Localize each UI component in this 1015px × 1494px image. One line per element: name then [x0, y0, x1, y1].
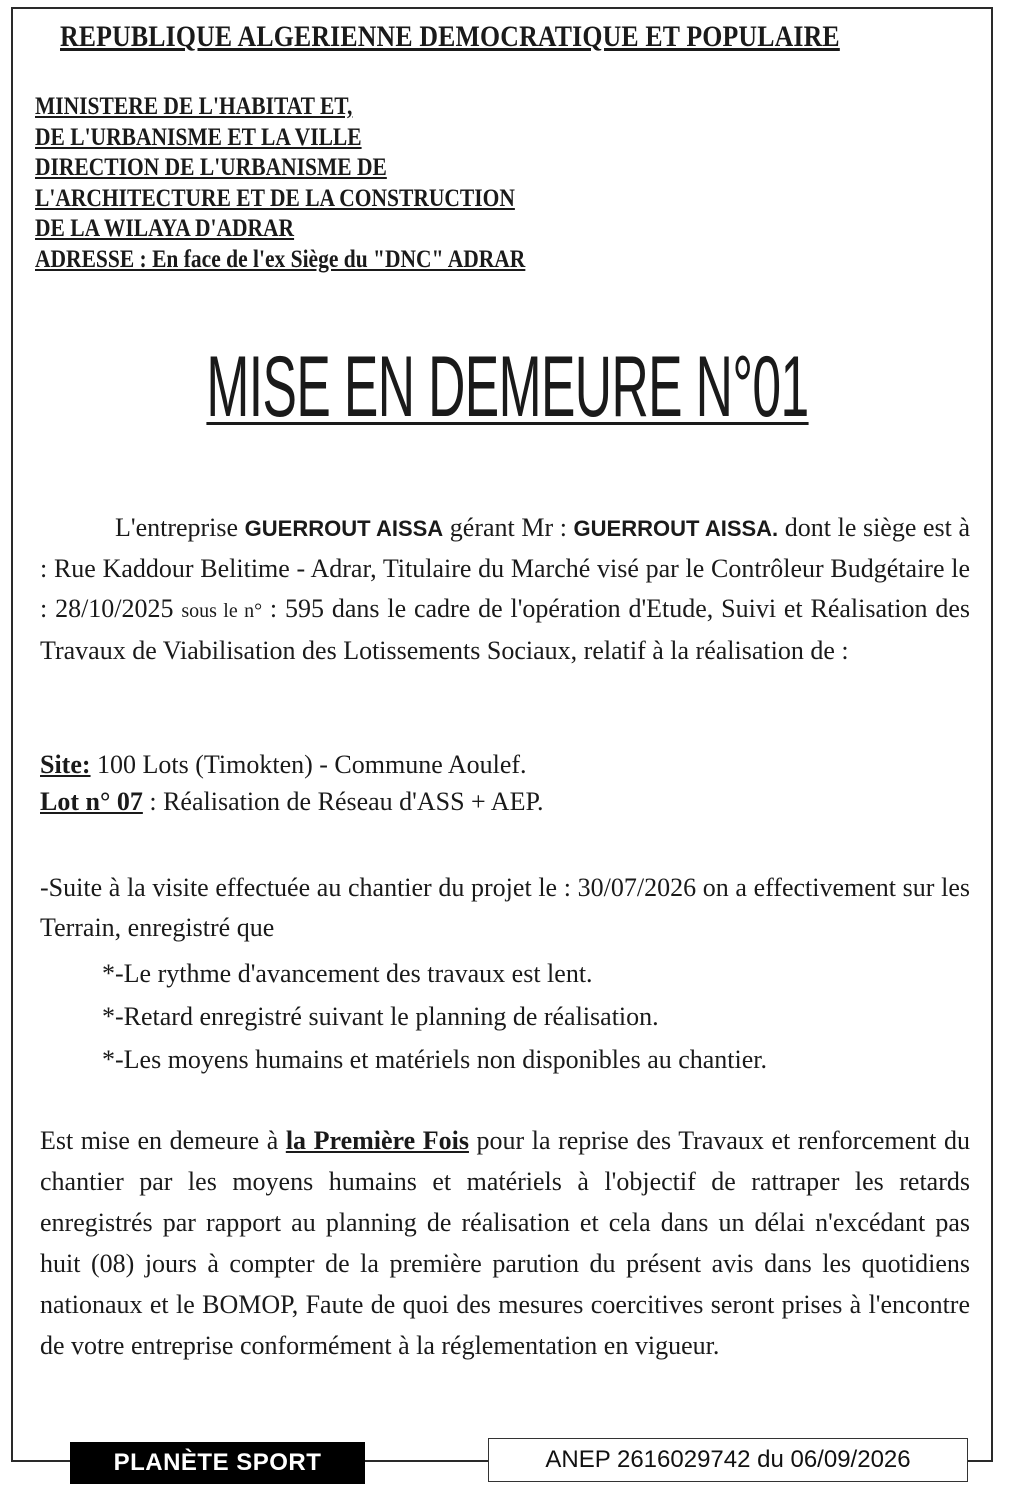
ministry-block [35, 92, 525, 275]
notice-emphasis-text: la Première Fois [285, 1126, 469, 1155]
intro-text-3: dont le siège est à : Rue Kaddour Belitime - Adrar, Titulaire du Marché visé par le Contrôleur Budgétaire le : 28/10/2025 [40, 513, 971, 623]
notice-text-1: Est mise en demeure à [40, 1126, 286, 1155]
anep-reference: ANEP 2616029742 du 06/09/2026 [488, 1438, 968, 1482]
manager-name: GUERROUT AISSA. [573, 516, 779, 541]
ministry-line: DIRECTION DE L'URBANISME DE [35, 154, 387, 181]
findings-list [102, 952, 767, 1081]
ministry-line: MINISTERE DE L'HABITAT ET, [35, 93, 353, 120]
intro-text-1: L'entreprise [115, 513, 245, 542]
ministry-line: DE LA WILAYA D'ADRAR [35, 215, 295, 242]
address-line: ADRESSE : En face de l'ex Siège du "DNC" ADRAR [35, 245, 526, 273]
company-name: GUERROUT AISSA [244, 516, 444, 541]
notice-title: MISE EN DEMEURE N°01 [206, 339, 809, 435]
site-block [40, 746, 544, 820]
lot-line [40, 783, 544, 820]
intro-paragraph [40, 508, 970, 671]
visit-paragraph: -Suite à la visite effectuée au chantier du projet le : 30/07/2026 on a effectivement sur les Terrain, enregistré que [40, 873, 970, 942]
site-label: Site: [40, 750, 91, 779]
lot-value: : Réalisation de Réseau d'ASS + AEP. [142, 787, 544, 816]
republic-heading: REPUBLIQUE ALGERIENNE DEMOCRATIQUE ET POPULAIRE [60, 20, 840, 53]
intro-text-2: gérant Mr : [443, 513, 574, 542]
ministry-line: DE L'URBANISME ET LA VILLE [35, 123, 362, 151]
intro-text-5: : 595 dans le cadre de l'opération d'Etude, Suivi et Réalisation des Travaux de Viabilisation des Lotissements Sociaux, relatif à la réalisation de : [40, 594, 970, 665]
notice-emphasis [286, 1126, 469, 1155]
site-line [40, 746, 544, 783]
notice-text-2: pour la reprise des Travaux et renforcement du chantier par les moyens humains et matériels à l'objectif de rattraper les retards enregistrés par rapport au planning de réalisation et cela dans un délai n'excédant pas huit (08) jours à compter de la première parution du présent avis dans les quotidiens nationaux et le BOMOP, Faute de quoi des mesures coercitives seront prises à l'encontre de votre entreprise conformément à la réglementation en vigueur. [40, 1126, 970, 1360]
finding-item: *-Le rythme d'avancement des travaux est lent. [102, 959, 593, 988]
ministry-line: L'ARCHITECTURE ET DE LA CONSTRUCTION [35, 184, 515, 212]
notice-paragraph [40, 1120, 970, 1366]
finding-item: *-Retard enregistré suivant le planning de réalisation. [102, 1002, 659, 1031]
intro-text-4: sous le n° [181, 600, 263, 622]
publication-badge: PLANÈTE SPORT [70, 1442, 365, 1484]
finding-item: *-Les moyens humains et matériels non disponibles au chantier. [102, 1045, 768, 1074]
site-value: 100 Lots (Timokten) - Commune Aoulef. [90, 750, 527, 779]
lot-label: Lot n° 07 [40, 787, 143, 816]
